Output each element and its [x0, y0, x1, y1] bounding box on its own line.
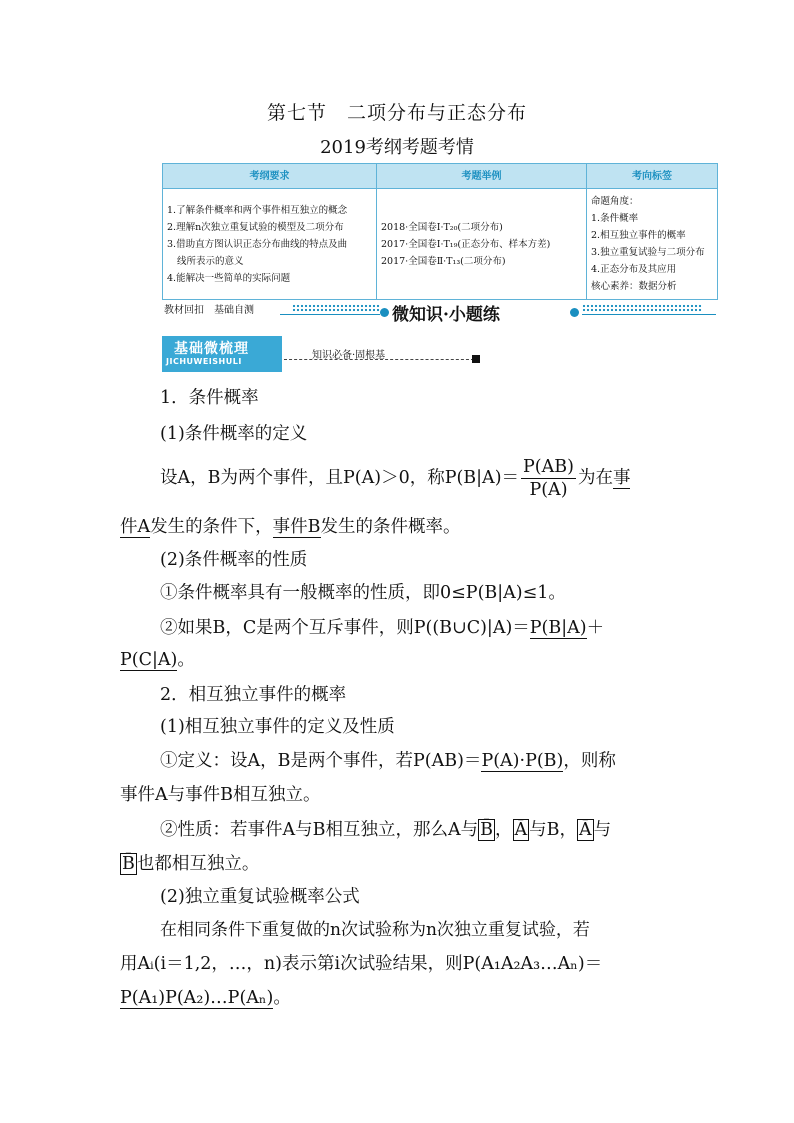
underlined-text: 件A — [120, 517, 151, 537]
repeated-trials-line-3 — [120, 982, 291, 1014]
page-title: 第七节 二项分布与正态分布 — [266, 102, 527, 124]
table-header: 考纲要求 — [163, 164, 377, 189]
list-item: 4.正态分布及其应用 — [591, 264, 677, 275]
tags-cell — [587, 189, 718, 300]
text: ，则称 — [563, 751, 616, 771]
list-item: 2.理解n次独立重复试验的模型及二项分布 — [167, 221, 344, 233]
property-2 — [160, 612, 604, 644]
numerator: P(AB) — [523, 457, 574, 477]
definition-independence — [160, 745, 616, 777]
table-header: 考题举例 — [377, 164, 587, 189]
underlined-text: P(A₁)P(A₂)…P(Aₙ) — [120, 988, 274, 1008]
subheading-properties: (2)条件概率的性质 — [160, 550, 308, 570]
divider — [284, 359, 474, 360]
badge-title: 基础微梳理 — [174, 341, 249, 357]
property-independence — [160, 814, 611, 846]
boxed-answer: Ā — [514, 820, 528, 840]
subheading-independence: (1)相互独立事件的定义及性质 — [160, 717, 395, 737]
text: ①定义：设A，B是两个事件，若P(AB)＝ — [160, 751, 482, 771]
denominator: P(A) — [529, 480, 568, 500]
section-bar-left-label: 教材回扣 基础自测 — [164, 305, 254, 316]
subheading-definition: (1)条件概率的定义 — [160, 424, 308, 444]
underlined-text: 事 — [612, 468, 631, 488]
fraction — [521, 456, 576, 501]
boxed-answer: Ā — [579, 820, 592, 840]
page-subtitle: 2019考纲考题考情 — [320, 137, 474, 158]
dot-pattern — [582, 304, 702, 312]
text: ②如果B，C是两个互斥事件，则P((B∪C)|A)＝ — [160, 618, 530, 638]
divider — [582, 314, 716, 315]
text: 发生的条件下， — [150, 517, 273, 537]
boxed-answer: B̄ — [122, 854, 135, 874]
definition-independence-cont: 事件A与事件B相互独立。 — [120, 785, 321, 805]
list-item: 2017·全国卷Ⅰ·T₁₉(正态分布、样本方差) — [381, 238, 551, 250]
badge-pinyin: JICHUWEISHULI — [166, 357, 242, 366]
property-1: ①条件概率具有一般概率的性质，即0≤P(B|A)≤1。 — [160, 583, 566, 603]
list-item: 2.相互独立事件的概率 — [591, 230, 686, 241]
list-item: 命题角度： — [591, 196, 639, 207]
requirements-cell — [163, 189, 377, 300]
underlined-text: P(B|A) — [529, 618, 587, 638]
square-icon — [472, 355, 480, 363]
underlined-text: P(C|A) — [120, 650, 178, 670]
list-item: 1.了解条件概率和两个事件相互独立的概念 — [167, 204, 348, 216]
bullet-icon — [570, 308, 579, 317]
text: ， — [495, 820, 513, 840]
examples-cell — [377, 189, 587, 300]
text: 为在 — [577, 468, 613, 488]
list-item: 3.独立重复试验与二项分布 — [591, 247, 705, 258]
syllabus-table — [162, 163, 718, 300]
list-item: 线所表示的意义 — [177, 255, 244, 267]
table-header: 考向标签 — [587, 164, 718, 189]
repeated-trials-line-1: 在相同条件下重复做的n次试验称为n次独立重复试验，若 — [160, 920, 590, 940]
list-item: 2017·全国卷Ⅱ·T₁₃(二项分布) — [381, 255, 506, 267]
section-title: 微知识·小题练 — [392, 305, 500, 325]
text: 与 — [593, 820, 612, 840]
underlined-text: 事件B — [272, 517, 321, 537]
list-item: 核心素养：数据分析 — [591, 281, 677, 292]
list-item: 1.条件概率 — [591, 213, 639, 224]
text: 也都相互独立。 — [136, 854, 260, 874]
basics-badge — [162, 336, 482, 374]
underlined-text: P(A)·P(B) — [481, 751, 564, 771]
divider — [280, 314, 380, 315]
text: 设A，B为两个事件，且P(A)＞0，称P(B|A)＝ — [160, 468, 520, 488]
repeated-trials-line-2: 用Aᵢ(i＝1,2，…，n)表示第i次试验结果，则P(A₁A₂A₃…Aₙ)＝ — [120, 954, 603, 974]
text: 。 — [177, 650, 195, 670]
text: 发生的条件概率。 — [320, 517, 461, 537]
heading-independent-events: 2．相互独立事件的概率 — [160, 685, 347, 705]
text: 与B， — [529, 820, 578, 840]
property-independence-cont — [120, 848, 259, 880]
list-item: 2018·全国卷Ⅰ·T₂₀(二项分布) — [381, 221, 503, 233]
section-bar — [162, 296, 718, 326]
badge-subtitle: 知识必备·固根基 — [312, 350, 386, 361]
text: ②性质：若事件A与B相互独立，那么A与 — [160, 820, 479, 840]
subheading-repeated-trials: (2)独立重复试验概率公式 — [160, 887, 360, 907]
list-item: 4.能解决一些简单的实际问题 — [167, 272, 291, 284]
boxed-answer: B̄ — [480, 820, 494, 840]
heading-conditional-probability: 1．条件概率 — [160, 388, 259, 408]
list-item: 3.借助直方图认识正态分布曲线的特点及曲 — [167, 238, 348, 250]
dot-pattern — [292, 304, 380, 312]
text: 。 — [273, 988, 291, 1008]
definition-line-2 — [120, 511, 461, 543]
property-2-cont — [120, 644, 195, 676]
definition-line — [160, 454, 680, 502]
bullet-icon — [380, 308, 389, 317]
text: ＋ — [586, 618, 605, 638]
